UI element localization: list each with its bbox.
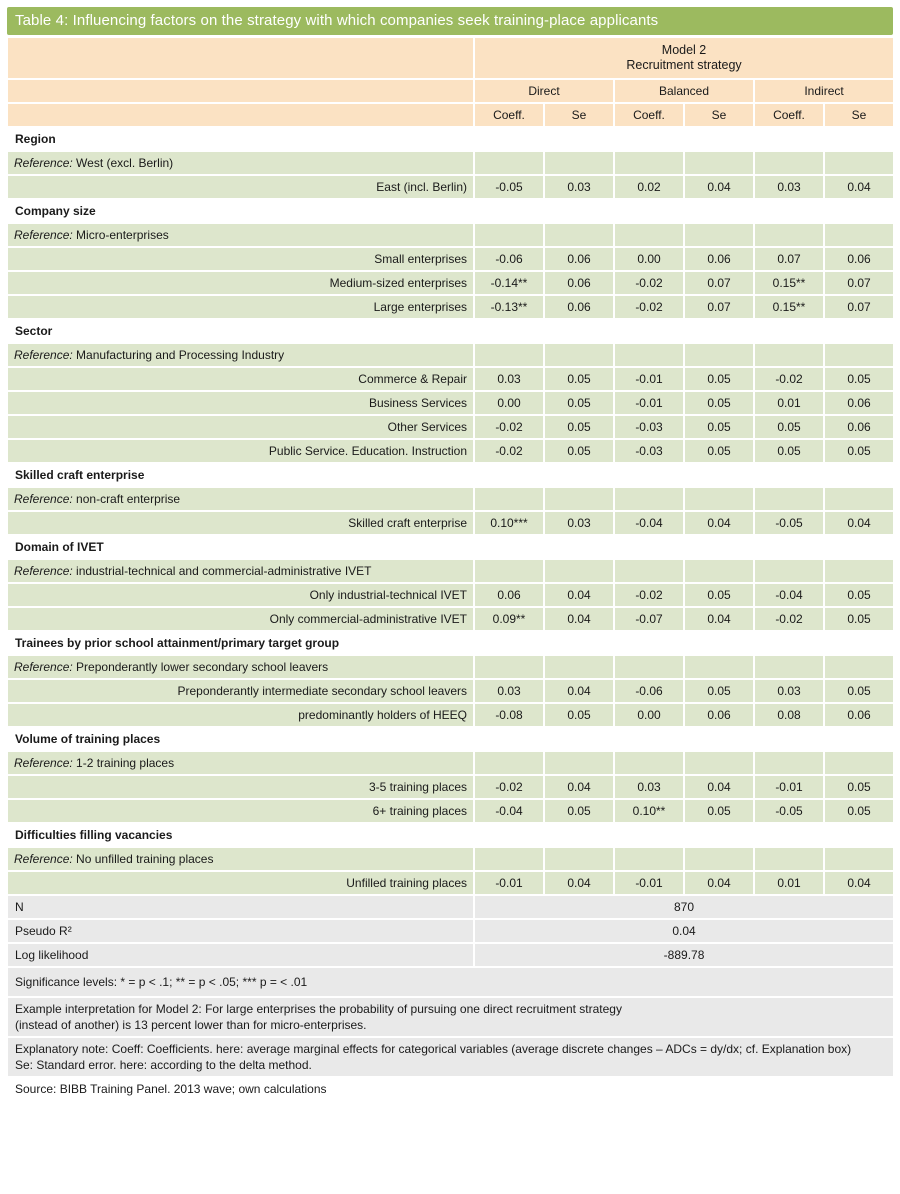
reference-label: [8, 560, 473, 582]
empty-cell: [825, 344, 893, 366]
value-cell: 0.07: [755, 248, 823, 270]
explanatory-line: Se: Standard error. here: according to the delta method.: [15, 1058, 312, 1072]
value-cell: 0.05: [685, 416, 753, 438]
table-container: [7, 0, 893, 1102]
value-cell: -0.02: [615, 296, 683, 318]
value-cell: 0.04: [545, 680, 613, 702]
value-cell: 0.05: [545, 368, 613, 390]
empty-cell: [685, 560, 753, 582]
table-row: [8, 680, 893, 702]
value-cell: -0.05: [475, 176, 543, 198]
value-cell: 0.03: [755, 176, 823, 198]
empty-cell: [475, 488, 543, 510]
value-cell: 0.02: [615, 176, 683, 198]
value-cell: 0.06: [545, 296, 613, 318]
reference-row: [8, 848, 893, 870]
row-label: Other Services: [8, 416, 473, 438]
table-row: [8, 704, 893, 726]
value-cell: -0.04: [475, 800, 543, 822]
stat-label: N: [8, 896, 473, 918]
value-cell: 0.07: [825, 296, 893, 318]
empty-cell: [685, 224, 753, 246]
empty-cell: [755, 560, 823, 582]
value-cell: 0.05: [825, 776, 893, 798]
header-blank-cell: [8, 38, 473, 78]
empty-cell: [615, 152, 683, 174]
empty-cell: [755, 752, 823, 774]
reference-label: [8, 152, 473, 174]
empty-cell: [545, 344, 613, 366]
value-cell: 0.05: [545, 800, 613, 822]
value-cell: -0.02: [475, 776, 543, 798]
stat-value: 0.04: [475, 920, 893, 942]
value-cell: 0.05: [545, 416, 613, 438]
column-header: Coeff.: [475, 104, 543, 126]
row-label: Public Service. Education. Instruction: [8, 440, 473, 462]
value-cell: 0.06: [825, 704, 893, 726]
empty-cell: [545, 656, 613, 678]
value-cell: 0.05: [685, 440, 753, 462]
row-label: Skilled craft enterprise: [8, 512, 473, 534]
section-heading-row: [8, 200, 893, 222]
value-cell: 0.04: [685, 608, 753, 630]
group-header-direct: Direct: [475, 80, 613, 102]
value-cell: 0.04: [825, 872, 893, 894]
reference-text: 1-2 training places: [76, 756, 175, 770]
value-cell: 0.04: [685, 872, 753, 894]
section-heading-row: [8, 728, 893, 750]
empty-cell: [755, 152, 823, 174]
section-heading-row: [8, 632, 893, 654]
header-row-model: [8, 38, 893, 78]
stat-row: [8, 896, 893, 918]
empty-cell: [475, 752, 543, 774]
value-cell: 0.06: [545, 248, 613, 270]
empty-cell: [475, 656, 543, 678]
reference-prefix: Reference:: [14, 156, 73, 170]
value-cell: -0.02: [475, 440, 543, 462]
model-sublabel: Recruitment strategy: [626, 58, 742, 72]
value-cell: 0.05: [685, 584, 753, 606]
reference-prefix: Reference:: [14, 348, 73, 362]
value-cell: -0.14**: [475, 272, 543, 294]
value-cell: 0.00: [615, 704, 683, 726]
value-cell: -0.02: [475, 416, 543, 438]
value-cell: 0.00: [615, 248, 683, 270]
value-cell: 0.03: [615, 776, 683, 798]
source-note: Source: BIBB Training Panel. 2013 wave; own calculations: [8, 1078, 893, 1100]
value-cell: 0.05: [685, 800, 753, 822]
model-header: [475, 38, 893, 78]
section-heading-row: [8, 536, 893, 558]
value-cell: 0.04: [545, 584, 613, 606]
header-blank-cell: [8, 104, 473, 126]
stat-value: 870: [475, 896, 893, 918]
value-cell: 0.08: [755, 704, 823, 726]
value-cell: -0.01: [615, 368, 683, 390]
empty-cell: [615, 656, 683, 678]
value-cell: -0.06: [475, 248, 543, 270]
note-row: [8, 1038, 893, 1076]
value-cell: 0.04: [825, 176, 893, 198]
value-cell: 0.06: [545, 272, 613, 294]
value-cell: -0.02: [755, 608, 823, 630]
value-cell: -0.01: [475, 872, 543, 894]
empty-cell: [825, 848, 893, 870]
reference-text: Micro-enterprises: [76, 228, 169, 242]
value-cell: -0.01: [755, 776, 823, 798]
note-row: [8, 968, 893, 996]
row-label: Small enterprises: [8, 248, 473, 270]
empty-cell: [685, 848, 753, 870]
stat-row: [8, 920, 893, 942]
empty-cell: [615, 560, 683, 582]
empty-cell: [825, 560, 893, 582]
reference-prefix: Reference:: [14, 492, 73, 506]
row-label: Medium-sized enterprises: [8, 272, 473, 294]
reference-row: [8, 560, 893, 582]
reference-text: Preponderantly lower secondary school leavers: [76, 660, 329, 674]
value-cell: 0.15**: [755, 296, 823, 318]
empty-cell: [545, 152, 613, 174]
empty-cell: [685, 488, 753, 510]
value-cell: 0.03: [475, 680, 543, 702]
section-heading: Volume of training places: [8, 728, 893, 750]
value-cell: 0.01: [755, 872, 823, 894]
empty-cell: [825, 488, 893, 510]
row-label: Only industrial-technical IVET: [8, 584, 473, 606]
stat-value: -889.78: [475, 944, 893, 966]
value-cell: -0.03: [615, 416, 683, 438]
reference-label: [8, 224, 473, 246]
row-label: Large enterprises: [8, 296, 473, 318]
empty-cell: [755, 848, 823, 870]
column-header: Se: [825, 104, 893, 126]
empty-cell: [825, 656, 893, 678]
empty-cell: [685, 344, 753, 366]
note-row: [8, 998, 893, 1036]
value-cell: -0.02: [755, 368, 823, 390]
value-cell: -0.01: [615, 872, 683, 894]
reference-row: [8, 344, 893, 366]
row-label: 3-5 training places: [8, 776, 473, 798]
reference-prefix: Reference:: [14, 564, 73, 578]
empty-cell: [755, 344, 823, 366]
reference-prefix: Reference:: [14, 228, 73, 242]
value-cell: 0.05: [825, 584, 893, 606]
table-row: [8, 800, 893, 822]
empty-cell: [685, 152, 753, 174]
table-row: [8, 608, 893, 630]
reference-row: [8, 752, 893, 774]
table-row: [8, 584, 893, 606]
value-cell: -0.02: [615, 584, 683, 606]
empty-cell: [475, 224, 543, 246]
table-row: [8, 392, 893, 414]
empty-cell: [545, 560, 613, 582]
column-header: Se: [545, 104, 613, 126]
empty-cell: [545, 488, 613, 510]
value-cell: 0.06: [685, 704, 753, 726]
value-cell: 0.05: [825, 440, 893, 462]
reference-prefix: Reference:: [14, 660, 73, 674]
table-row: [8, 512, 893, 534]
table-row: [8, 176, 893, 198]
stat-label: Pseudo R²: [8, 920, 473, 942]
row-label: Preponderantly intermediate secondary school leavers: [8, 680, 473, 702]
header-row-columns: [8, 104, 893, 126]
value-cell: 0.03: [545, 176, 613, 198]
value-cell: 0.05: [685, 680, 753, 702]
value-cell: 0.06: [825, 248, 893, 270]
value-cell: 0.03: [755, 680, 823, 702]
reference-row: [8, 656, 893, 678]
empty-cell: [545, 752, 613, 774]
section-heading: Trainees by prior school attainment/primary target group: [8, 632, 893, 654]
reference-label: [8, 848, 473, 870]
reference-prefix: Reference:: [14, 756, 73, 770]
empty-cell: [545, 224, 613, 246]
column-header: Coeff.: [755, 104, 823, 126]
value-cell: 0.06: [685, 248, 753, 270]
table-row: [8, 872, 893, 894]
section-heading: Difficulties filling vacancies: [8, 824, 893, 846]
column-header: Se: [685, 104, 753, 126]
column-header: Coeff.: [615, 104, 683, 126]
value-cell: 0.05: [755, 416, 823, 438]
reference-row: [8, 224, 893, 246]
table-title: Table 4: Influencing factors on the strategy with which companies seek training-place applicants: [7, 7, 893, 35]
empty-cell: [545, 848, 613, 870]
section-heading-row: [8, 464, 893, 486]
section-heading: Region: [8, 128, 893, 150]
empty-cell: [615, 224, 683, 246]
reference-label: [8, 752, 473, 774]
value-cell: -0.06: [615, 680, 683, 702]
stat-label: Log likelihood: [8, 944, 473, 966]
empty-cell: [475, 344, 543, 366]
group-header-balanced: Balanced: [615, 80, 753, 102]
value-cell: -0.05: [755, 512, 823, 534]
table-row: [8, 440, 893, 462]
row-label: 6+ training places: [8, 800, 473, 822]
value-cell: 0.04: [685, 512, 753, 534]
value-cell: 0.05: [825, 608, 893, 630]
header-row-groups: [8, 80, 893, 102]
section-heading: Company size: [8, 200, 893, 222]
value-cell: 0.06: [475, 584, 543, 606]
empty-cell: [825, 224, 893, 246]
source-row: [8, 1078, 893, 1100]
value-cell: 0.09**: [475, 608, 543, 630]
value-cell: 0.01: [755, 392, 823, 414]
value-cell: 0.04: [825, 512, 893, 534]
empty-cell: [825, 152, 893, 174]
empty-cell: [755, 656, 823, 678]
model-label: Model 2: [661, 43, 707, 57]
reference-text: non-craft enterprise: [76, 492, 181, 506]
row-label: Business Services: [8, 392, 473, 414]
value-cell: 0.05: [825, 368, 893, 390]
section-heading: Skilled craft enterprise: [8, 464, 893, 486]
value-cell: -0.08: [475, 704, 543, 726]
value-cell: 0.04: [685, 176, 753, 198]
reference-prefix: Reference:: [14, 852, 73, 866]
example-note: [8, 998, 893, 1036]
empty-cell: [475, 848, 543, 870]
empty-cell: [475, 560, 543, 582]
example-line: (instead of another) is 13 percent lower than for micro-enterprises.: [15, 1018, 367, 1032]
value-cell: 0.10**: [615, 800, 683, 822]
significance-note: Significance levels: * = p < .1; ** = p < .05; *** p = < .01: [8, 968, 893, 996]
value-cell: 0.10***: [475, 512, 543, 534]
reference-label: [8, 344, 473, 366]
section-heading-row: [8, 824, 893, 846]
empty-cell: [685, 752, 753, 774]
reference-row: [8, 488, 893, 510]
empty-cell: [615, 488, 683, 510]
table-body: [8, 38, 893, 1100]
value-cell: 0.05: [545, 392, 613, 414]
value-cell: -0.05: [755, 800, 823, 822]
value-cell: 0.05: [545, 440, 613, 462]
row-label: Commerce & Repair: [8, 368, 473, 390]
empty-cell: [685, 656, 753, 678]
value-cell: 0.06: [825, 392, 893, 414]
value-cell: 0.05: [825, 800, 893, 822]
reference-label: [8, 656, 473, 678]
value-cell: 0.03: [475, 368, 543, 390]
value-cell: -0.03: [615, 440, 683, 462]
value-cell: 0.05: [685, 392, 753, 414]
value-cell: 0.06: [825, 416, 893, 438]
table-row: [8, 296, 893, 318]
reference-text: West (excl. Berlin): [76, 156, 174, 170]
table-row: [8, 272, 893, 294]
regression-table: [6, 36, 895, 1102]
empty-cell: [615, 752, 683, 774]
value-cell: -0.13**: [475, 296, 543, 318]
empty-cell: [755, 488, 823, 510]
value-cell: 0.05: [755, 440, 823, 462]
value-cell: 0.04: [685, 776, 753, 798]
section-heading: Domain of IVET: [8, 536, 893, 558]
row-label: Only commercial-administrative IVET: [8, 608, 473, 630]
example-line: Example interpretation for Model 2: For large enterprises the probability of pursuing one direct recruitment strategy: [15, 1002, 622, 1016]
explanatory-note: [8, 1038, 893, 1076]
value-cell: -0.02: [615, 272, 683, 294]
row-label: predominantly holders of HEEQ: [8, 704, 473, 726]
table-row: [8, 368, 893, 390]
reference-label: [8, 488, 473, 510]
value-cell: -0.01: [615, 392, 683, 414]
value-cell: -0.04: [615, 512, 683, 534]
value-cell: 0.05: [545, 704, 613, 726]
empty-cell: [615, 848, 683, 870]
empty-cell: [475, 152, 543, 174]
explanatory-line: Explanatory note: Coeff: Coefficients. here: average marginal effects for categorical variables (average discrete changes – ADCs = dy/dx; cf. Explanation box): [15, 1042, 852, 1056]
value-cell: 0.04: [545, 872, 613, 894]
value-cell: 0.07: [825, 272, 893, 294]
row-label: Unfilled training places: [8, 872, 473, 894]
empty-cell: [755, 224, 823, 246]
table-row: [8, 248, 893, 270]
table-row: [8, 416, 893, 438]
value-cell: 0.04: [545, 776, 613, 798]
value-cell: 0.03: [545, 512, 613, 534]
section-heading-row: [8, 128, 893, 150]
empty-cell: [825, 752, 893, 774]
value-cell: 0.15**: [755, 272, 823, 294]
group-header-indirect: Indirect: [755, 80, 893, 102]
value-cell: 0.00: [475, 392, 543, 414]
row-label: East (incl. Berlin): [8, 176, 473, 198]
value-cell: 0.05: [825, 680, 893, 702]
reference-text: industrial-technical and commercial-administrative IVET: [76, 564, 372, 578]
section-heading: Sector: [8, 320, 893, 342]
reference-row: [8, 152, 893, 174]
empty-cell: [615, 344, 683, 366]
reference-text: No unfilled training places: [76, 852, 214, 866]
value-cell: 0.05: [685, 368, 753, 390]
section-heading-row: [8, 320, 893, 342]
value-cell: -0.07: [615, 608, 683, 630]
header-blank-cell: [8, 80, 473, 102]
value-cell: 0.07: [685, 272, 753, 294]
value-cell: 0.07: [685, 296, 753, 318]
stat-row: [8, 944, 893, 966]
value-cell: 0.04: [545, 608, 613, 630]
value-cell: -0.04: [755, 584, 823, 606]
table-row: [8, 776, 893, 798]
reference-text: Manufacturing and Processing Industry: [76, 348, 285, 362]
